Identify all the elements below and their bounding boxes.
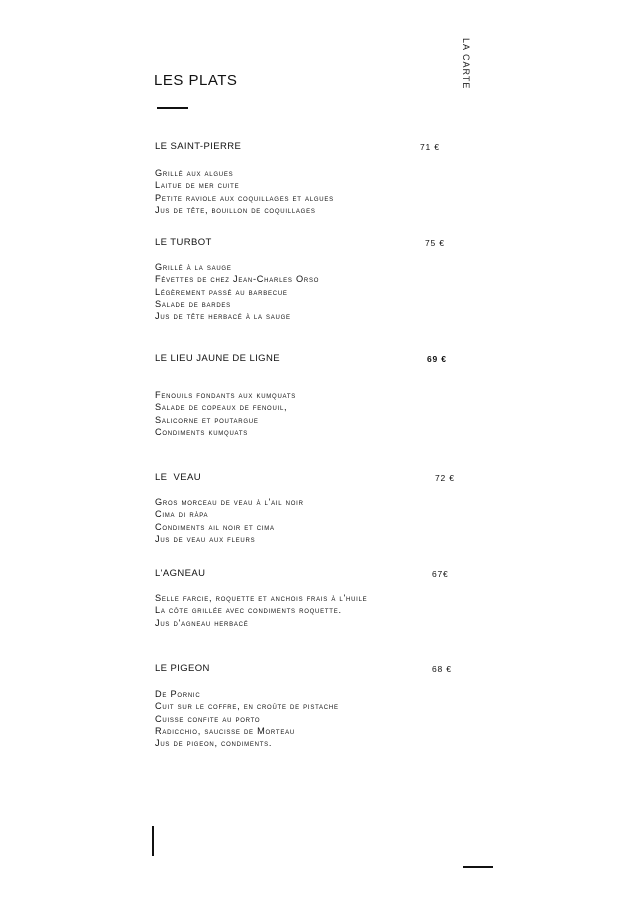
- dish-line: Fenouils fondants aux kumquats: [155, 390, 297, 400]
- dish-line: Grillé à la sauge: [155, 262, 232, 272]
- dish-agneau: [155, 568, 455, 628]
- dish-header: [155, 353, 455, 365]
- dish-line: Cuisse confite au porto: [155, 713, 261, 724]
- dish-line: Laitue de mer cuite: [155, 180, 240, 191]
- dish-line: Salade de copeaux de fenouil,: [155, 402, 288, 413]
- dish-price: 71 €: [420, 142, 440, 152]
- dish-price: 69 €: [427, 354, 447, 364]
- title-underline: [157, 107, 188, 109]
- dish-name: LE VEAU: [155, 472, 201, 483]
- page-title: LES PLATS: [154, 72, 238, 89]
- dish-header: [155, 568, 455, 580]
- dish-line: De Pornic: [155, 689, 201, 699]
- dish-line: Jus de tête herbacé à la sauge: [155, 311, 291, 322]
- dish-line: Cima di ràpa: [155, 509, 209, 520]
- dish-lieu-jaune: [155, 353, 455, 437]
- dish-description: [155, 389, 296, 438]
- dish-line: Févettes de chez Jean-Charles Orso: [155, 274, 320, 285]
- dish-line: Condiments ail noir et cima: [155, 521, 275, 532]
- dish-line: Légèrement passé au barbecue: [155, 286, 288, 297]
- dish-line: Petite raviole aux coquillages et algues: [155, 192, 334, 203]
- decorative-vertical-mark: [152, 826, 154, 856]
- dish-name: L'AGNEAU: [155, 568, 206, 579]
- side-label-la-carte: LA CARTE: [461, 38, 471, 90]
- dish-line: Cuit sur le coffre, en croûte de pistache: [155, 701, 339, 712]
- dish-line: Gros morceau de veau à l'ail noir: [155, 497, 304, 507]
- dish-name: LE SAINT-PIERRE: [155, 141, 242, 152]
- dish-line: Jus de pigeon, condiments.: [155, 738, 273, 749]
- dish-line: Jus de tête, bouillon de coquillages: [155, 204, 316, 215]
- dish-header: [155, 663, 455, 675]
- dish-price: 67€: [432, 569, 449, 579]
- dish-description: [155, 592, 367, 629]
- dish-header: [155, 237, 455, 249]
- dish-line: Condiments kumquats: [155, 426, 248, 437]
- dish-header: [155, 472, 455, 484]
- dish-line: Radicchio, saucisse de Morteau: [155, 725, 295, 736]
- dish-price: 75 €: [425, 238, 445, 248]
- dish-turbot: [155, 237, 455, 322]
- dish-line: Jus d'agneau herbacé: [155, 617, 249, 628]
- dish-header: [155, 141, 455, 153]
- dish-line: Jus de veau aux fleurs: [155, 533, 256, 544]
- dish-name: LE LIEU JAUNE DE LIGNE: [155, 353, 280, 364]
- dish-price: 72 €: [435, 473, 455, 483]
- dish-line: Grillé aux algues: [155, 168, 234, 178]
- decorative-horizontal-mark: [463, 866, 493, 868]
- dish-line: Salade de bardes: [155, 298, 231, 309]
- dish-saint-pierre: [155, 141, 455, 215]
- dish-name: LE TURBOT: [155, 237, 212, 248]
- dish-line: La côte grillée avec condiments roquette.: [155, 605, 342, 616]
- dish-veau: [155, 472, 455, 544]
- dish-price: 68 €: [432, 664, 452, 674]
- dish-description: [155, 688, 339, 749]
- dish-description: [155, 261, 319, 322]
- dish-pigeon: [155, 663, 455, 749]
- dish-description: [155, 496, 304, 545]
- dish-line: Selle farcie, roquette et anchois frais à l'huile: [155, 593, 368, 603]
- dish-line: Salicorne et poutargue: [155, 414, 259, 425]
- dish-description: [155, 167, 334, 216]
- dish-name: LE PIGEON: [155, 663, 210, 674]
